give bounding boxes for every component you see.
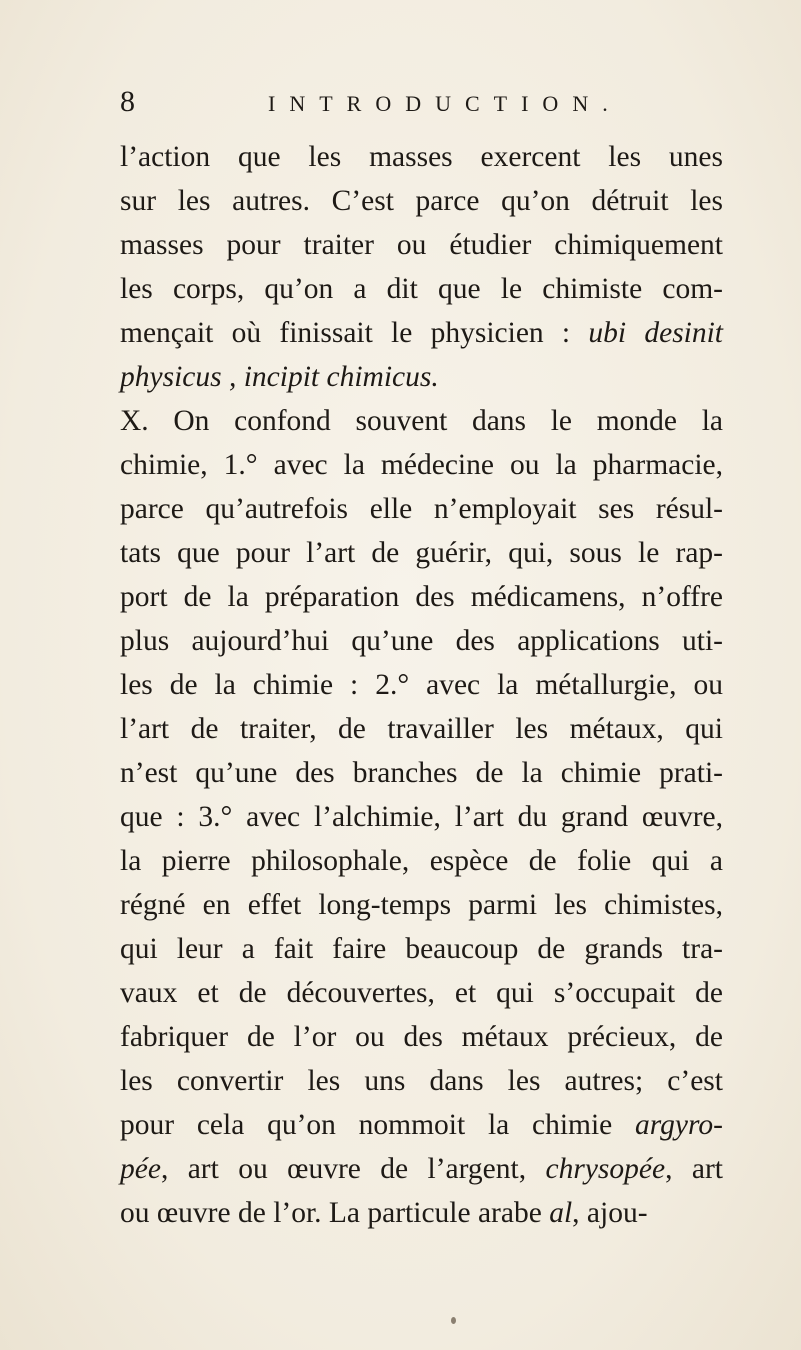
- text-line: [120, 619, 723, 663]
- text-run: pour cela qu’on nommoit la chimie: [120, 1109, 636, 1141]
- text-run: parce qu’autrefois elle n’employait ses résul-: [120, 493, 723, 525]
- text-line: [120, 223, 723, 267]
- text-line: [120, 1015, 723, 1059]
- text-run: régné en effet long-temps parmi les chimistes,: [120, 889, 723, 921]
- text-run: ou œuvre de l’or. La particule arabe: [120, 1197, 550, 1229]
- text-line: [120, 1147, 723, 1191]
- text-run: , ajou-: [572, 1197, 648, 1229]
- text-run: l’action que les masses exercent les unes: [120, 141, 723, 173]
- text-run: , art ou œuvre de l’argent,: [160, 1153, 546, 1185]
- text-run: les convertir les uns dans les autres; c’est: [120, 1065, 723, 1097]
- text-run: que : 3.° avec l’alchimie, l’art du grand œuvre,: [120, 801, 723, 833]
- text-line: [120, 883, 723, 927]
- text-line: [120, 575, 723, 619]
- italic-text: chrysopée: [545, 1153, 666, 1185]
- text-line: [120, 487, 723, 531]
- italic-text: physicus , incipit chimicus.: [120, 361, 439, 393]
- text-run: fabriquer de l’or ou des métaux précieux, de: [120, 1021, 723, 1053]
- italic-text: al: [549, 1197, 573, 1229]
- text-run: qui leur a fait faire beaucoup de grands tra-: [120, 933, 723, 965]
- page-header: [120, 82, 720, 122]
- text-line: [120, 1103, 723, 1147]
- text-line: [120, 927, 723, 971]
- text-line: [120, 135, 723, 179]
- text-line: [120, 663, 723, 707]
- text-line: [120, 311, 723, 355]
- text-run: sur les autres. C’est parce qu’on détruit les: [120, 185, 723, 217]
- ink-speck: [451, 1317, 456, 1324]
- text-line: [120, 531, 723, 575]
- text-run: n’est qu’une des branches de la chimie prati-: [120, 757, 723, 789]
- text-line: [120, 399, 723, 443]
- text-line: [120, 971, 723, 1015]
- text-run: tats que pour l’art de guérir, qui, sous le rap-: [120, 537, 723, 569]
- page-number: 8: [120, 85, 135, 118]
- text-run: X. On confond souvent dans le monde la: [120, 405, 723, 437]
- text-run: les de la chimie : 2.° avec la métallurgie, ou: [120, 669, 723, 701]
- text-run: plus aujourd’hui qu’une des applications uti-: [120, 625, 723, 657]
- text-run: les corps, qu’on a dit que le chimiste com-: [120, 273, 723, 305]
- italic-text: ubi desinit: [588, 317, 724, 349]
- text-line: [120, 751, 723, 795]
- text-run: la pierre philosophale, espèce de folie qui a: [120, 845, 723, 877]
- text-run: l’art de traiter, de travailler les métaux, qui: [120, 713, 723, 745]
- text-line: [120, 707, 723, 751]
- text-run: masses pour traiter ou étudier chimiquement: [120, 229, 723, 261]
- text-line: [120, 1059, 723, 1103]
- text-line: [120, 795, 723, 839]
- text-run: , art: [665, 1153, 723, 1185]
- text-line: [120, 355, 723, 399]
- text-line: [120, 267, 723, 311]
- italic-text: argyro-: [635, 1109, 723, 1141]
- text-line: [120, 179, 723, 223]
- running-head: INTRODUCTION.: [268, 91, 622, 116]
- text-line: [120, 443, 723, 487]
- text-line: [120, 839, 723, 883]
- italic-text: pée: [120, 1153, 161, 1185]
- text-line: [120, 1191, 723, 1235]
- text-run: port de la préparation des médicamens, n’offre: [120, 581, 723, 613]
- text-run: chimie, 1.° avec la médecine ou la pharmacie,: [120, 449, 723, 481]
- text-run: vaux et de découvertes, et qui s’occupait de: [120, 977, 723, 1009]
- text-run: mençait où finissait le physicien :: [120, 317, 589, 349]
